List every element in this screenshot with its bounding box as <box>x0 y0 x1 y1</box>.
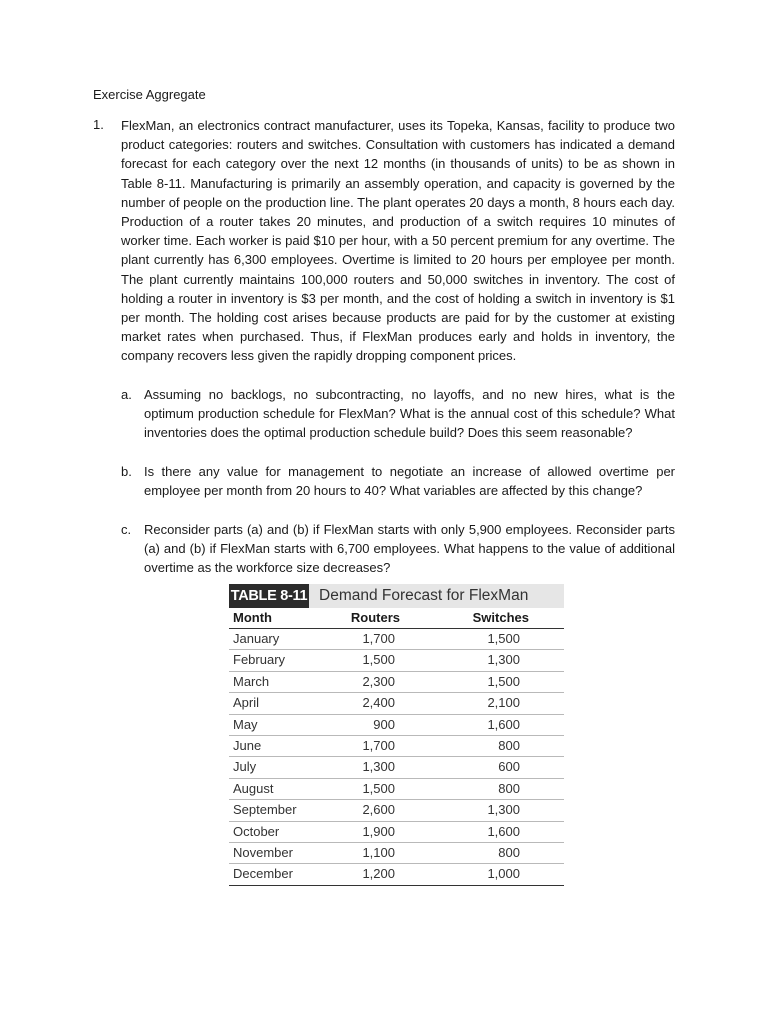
cell-switches: 1,300 <box>487 652 520 668</box>
cell-switches: 2,100 <box>487 695 520 711</box>
table-row <box>229 864 564 885</box>
table-caption: Demand Forecast for FlexMan <box>319 587 529 604</box>
cell-routers: 1,300 <box>362 759 395 775</box>
column-header-switches: Switches <box>472 610 529 625</box>
table-header-bar <box>229 584 564 608</box>
cell-month: February <box>233 652 286 668</box>
cell-month: October <box>233 823 280 839</box>
cell-routers: 1,500 <box>362 780 395 796</box>
part-a <box>121 385 675 443</box>
cell-month: August <box>233 780 274 796</box>
cell-month: December <box>233 866 293 882</box>
cell-routers: 1,700 <box>362 737 395 753</box>
column-header-month: Month <box>233 610 272 625</box>
cell-switches: 800 <box>498 844 520 860</box>
cell-switches: 600 <box>498 759 520 775</box>
cell-month: September <box>233 802 297 818</box>
cell-routers: 1,200 <box>362 866 395 882</box>
table-row <box>229 843 564 864</box>
column-header-routers: Routers <box>350 610 400 625</box>
cell-switches: 800 <box>498 737 520 753</box>
table-row <box>229 779 564 800</box>
cell-month: January <box>233 631 280 646</box>
cell-month: April <box>233 695 260 711</box>
cell-switches: 1,000 <box>487 866 520 882</box>
demand-forecast-table <box>229 584 564 886</box>
table-row <box>229 693 564 714</box>
table-row <box>229 650 564 671</box>
cell-routers: 1,900 <box>362 823 395 839</box>
question-text: FlexMan, an electronics contract manufacturer, uses its Topeka, Kansas, facility to produce two product categories: routers and switches. Consultation with customers has indicated a demand forecast for each category over the next 12 months (in thousands of units) to be as shown in Table 8-11. Manufacturing is primarily an assembly operation, and capacity is governed by the number of people on the production line. The plant operates 20 days a month, 8 hours each day. Production of a router takes 20 minutes, and production of a switch requires 10 minutes of worker time. Each worker is paid $10 per hour, with a 50 percent premium for any overtime. The plant currently has 6,300 employees. Overtime is limited to 20 hours per employee per month. The plant currently maintains 100,000 routers and 50,000 switches in inventory. The cost of holding a router in inventory is $3 per month, and the cost of holding a switch in inventory is $1 per month. The holding cost arises because products are paid for by the customer at existing market rates when purchased. Thus, if FlexMan produces early and holds in inventory, the company recovers less given the rapidly dropping component prices. <box>121 118 675 364</box>
table-row <box>229 672 564 693</box>
part-a-text: Assuming no backlogs, no subcontracting, no layoffs, and no new hires, what is the optimum production schedule for FlexMan? What is the annual cost of this schedule? What inventories does the optimal production schedule build? Does this seem reasonable? <box>144 387 675 441</box>
cell-switches: 1,500 <box>487 631 520 646</box>
table-column-headers <box>229 608 564 629</box>
part-b-label: b. <box>121 464 132 479</box>
cell-month: June <box>233 737 262 753</box>
table-row <box>229 757 564 778</box>
cell-routers: 1,700 <box>362 631 395 646</box>
part-c-text: Reconsider parts (a) and (b) if FlexMan starts with only 5,900 employees. Reconsider parts (a) and (b) if FlexMan starts with 6,700 employees. What happens to the value of additional overtime as the workforce size decreases? <box>144 522 675 576</box>
table-row <box>229 822 564 843</box>
cell-month: May <box>233 716 258 732</box>
cell-switches: 1,300 <box>487 802 520 818</box>
part-b <box>121 462 675 500</box>
part-c-label: c. <box>121 522 132 537</box>
cell-routers: 2,300 <box>362 673 395 689</box>
cell-routers: 900 <box>373 716 395 732</box>
table-body <box>229 629 564 886</box>
question-number: 1. <box>93 117 104 132</box>
part-c <box>121 520 675 578</box>
exercise-heading: Exercise Aggregate <box>93 87 206 102</box>
cell-month: July <box>233 759 257 775</box>
cell-month: November <box>233 844 293 860</box>
cell-routers: 1,100 <box>362 844 395 860</box>
cell-month: March <box>233 673 270 689</box>
table-row <box>229 629 564 650</box>
cell-switches: 1,600 <box>487 716 520 732</box>
table-row <box>229 715 564 736</box>
table-row <box>229 800 564 821</box>
part-b-text: Is there any value for management to negotiate an increase of allowed overtime per employee per month from 20 hours to 40? What variables are affected by this change? <box>144 464 675 499</box>
cell-routers: 2,600 <box>362 802 395 818</box>
cell-switches: 1,500 <box>487 673 520 689</box>
cell-routers: 1,500 <box>362 652 395 668</box>
part-a-label: a. <box>121 387 132 402</box>
table-row <box>229 736 564 757</box>
cell-switches: 800 <box>498 780 520 796</box>
cell-routers: 2,400 <box>362 695 395 711</box>
table-number-tag: TABLE 8-11 <box>229 584 309 608</box>
cell-switches: 1,600 <box>487 823 520 839</box>
